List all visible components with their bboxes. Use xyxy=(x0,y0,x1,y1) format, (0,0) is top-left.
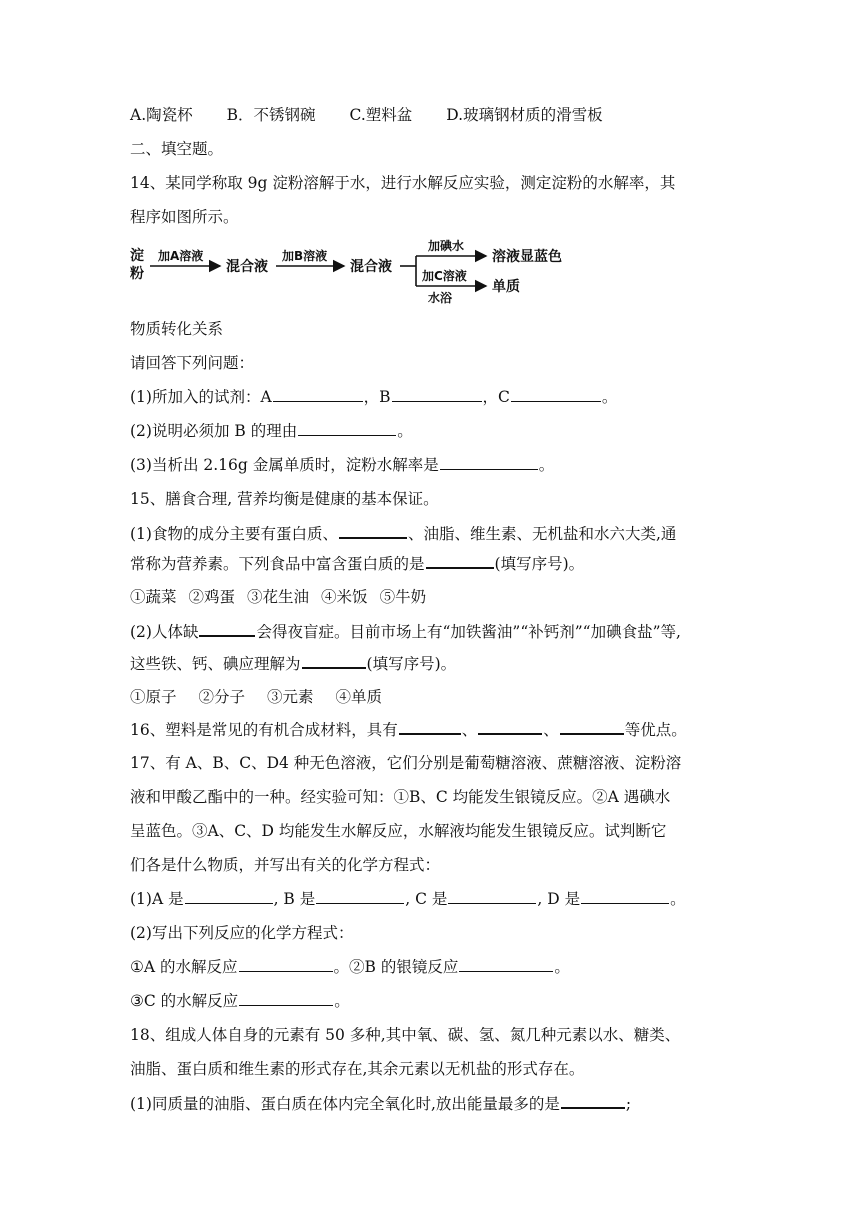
q14-part2: (2)说明必须加 B 的理由 。 xyxy=(130,422,413,440)
diagram-node2: 混合液 xyxy=(350,259,392,275)
q17-line1: 17、有 A、B、C、D4 种无色溶液，它们分别是葡萄糖溶液、蔗糖溶液、淀粉溶 xyxy=(130,754,682,772)
q18-line2: 油脂、蛋白质和维生素的形式存在,其余元素以无机盐的形式存在。 xyxy=(130,1060,585,1078)
q14-part3: (3)当析出 2.16g 金属单质时，淀粉水解率是 。 xyxy=(130,456,555,474)
diagram-start-top: 淀 xyxy=(130,248,144,264)
blank-rate[interactable] xyxy=(440,454,538,470)
q17-line2: 液和甲酸乙酯中的一种。经实验可知：①B、C 均能发生银镜反应。②A 遇碘水 xyxy=(130,788,671,806)
diagram-step1: 加A溶液 xyxy=(158,249,204,263)
q15-foods: ①蔬菜 ②鸡蛋 ③花生油 ④米饭 ⑤牛奶 xyxy=(130,588,427,606)
diagram-branch-up: 加碘水 xyxy=(428,239,465,253)
diagram-caption: 物质转化关系 xyxy=(130,320,224,338)
q17-line3: 呈蓝色。③A、C、D 均能发生水解反应，水解液均能发生银镜反应。试判断它 xyxy=(130,822,667,840)
blank-b[interactable] xyxy=(392,386,482,402)
blank-vitamin[interactable] xyxy=(199,620,255,637)
blank-element[interactable] xyxy=(302,652,366,669)
blank-C[interactable] xyxy=(448,888,536,904)
q18-line1: 18、组成人体自身的元素有 50 多种,其中氧、碳、氢、氮几种元素以水、糖类、 xyxy=(130,1026,681,1044)
blank-protein-food[interactable] xyxy=(426,552,494,569)
q15-line1: 15、膳食合理, 营养均衡是健康的基本保证。 xyxy=(130,490,439,508)
option-a: A.陶瓷杯 xyxy=(130,106,193,124)
diagram-node1: 混合液 xyxy=(226,259,268,275)
q17-line4: 们各是什么物质，并写出有关的化学方程式： xyxy=(130,856,441,874)
q15-part2-line2: 这些铁、钙、碘应理解为 (填写序号)。 xyxy=(130,652,456,675)
option-c: C.塑料盆 xyxy=(349,106,413,124)
blank-c[interactable] xyxy=(511,386,601,402)
blank-a-hydrolysis[interactable] xyxy=(239,956,333,972)
diagram-result-down: 单质 xyxy=(492,279,520,295)
q17-reactions-1: ①A 的水解反应 。②B 的银镜反应 。 xyxy=(130,958,570,976)
q15-part1-line2: 常称为营养素。下列食品中富含蛋白质的是 (填写序号)。 xyxy=(130,552,584,575)
q16: 16、塑料是常见的有机合成材料，具有 、 、 等优点。 xyxy=(130,718,687,741)
q17-part2: (2)写出下列反应的化学方程式： xyxy=(130,924,354,942)
q18-part1: (1)同质量的油脂、蛋白质在体内完全氧化时,放出能量最多的是 ; xyxy=(130,1092,631,1115)
blank-b-silver-mirror[interactable] xyxy=(459,956,553,972)
diagram-start-bottom: 粉 xyxy=(130,266,144,282)
q15-choices: ①原子 ②分子 ③元素 ④单质 xyxy=(130,688,383,706)
blank-most-energy[interactable] xyxy=(561,1092,625,1109)
blank-B[interactable] xyxy=(316,888,404,904)
q14-part1: (1)所加入的试剂：A ，B ，C 。 xyxy=(130,388,618,406)
q14-line2: 程序如图所示。 xyxy=(130,208,239,226)
blank-a[interactable] xyxy=(273,386,363,402)
blank-A[interactable] xyxy=(185,888,273,904)
blank-advantage-2[interactable] xyxy=(478,718,542,735)
blank-reason[interactable] xyxy=(298,420,396,436)
option-b: B．不锈钢碗 xyxy=(226,106,316,124)
q15-part1: (1)食物的成分主要有蛋白质、 、油脂、维生素、无机盐和水六大类,通 xyxy=(130,522,676,545)
q14-prompt: 请回答下列问题： xyxy=(130,354,255,372)
blank-c-hydrolysis[interactable] xyxy=(239,990,333,1006)
flow-diagram xyxy=(128,236,578,308)
section-title: 二、填空题。 xyxy=(130,140,224,158)
option-d: D.玻璃钢材质的滑雪板 xyxy=(446,106,603,124)
q13-options xyxy=(130,104,603,126)
q14-line1: 14、某同学称取 9g 淀粉溶解于水，进行水解反应实验，测定淀粉的水解率，其 xyxy=(130,174,676,192)
blank-advantage-1[interactable] xyxy=(399,718,461,735)
q17-reactions-2: ③C 的水解反应 。 xyxy=(130,992,350,1010)
diagram-branch-down-top: 加C溶液 xyxy=(422,269,467,283)
q15-part2: (2)人体缺 会得夜盲症。目前市场上有“加铁酱油”“补钙剂”“加碘食盐”等, xyxy=(130,620,681,643)
q17-part1: (1)A 是 , B 是 , C 是 , D 是 。 xyxy=(130,890,686,908)
blank-advantage-3[interactable] xyxy=(560,718,624,735)
diagram-branch-down-bottom: 水浴 xyxy=(428,291,453,305)
diagram-result-up: 溶液显蓝色 xyxy=(492,249,562,265)
blank-D[interactable] xyxy=(581,888,669,904)
diagram-step2: 加B溶液 xyxy=(282,249,328,263)
blank-nutrient[interactable] xyxy=(339,522,407,539)
